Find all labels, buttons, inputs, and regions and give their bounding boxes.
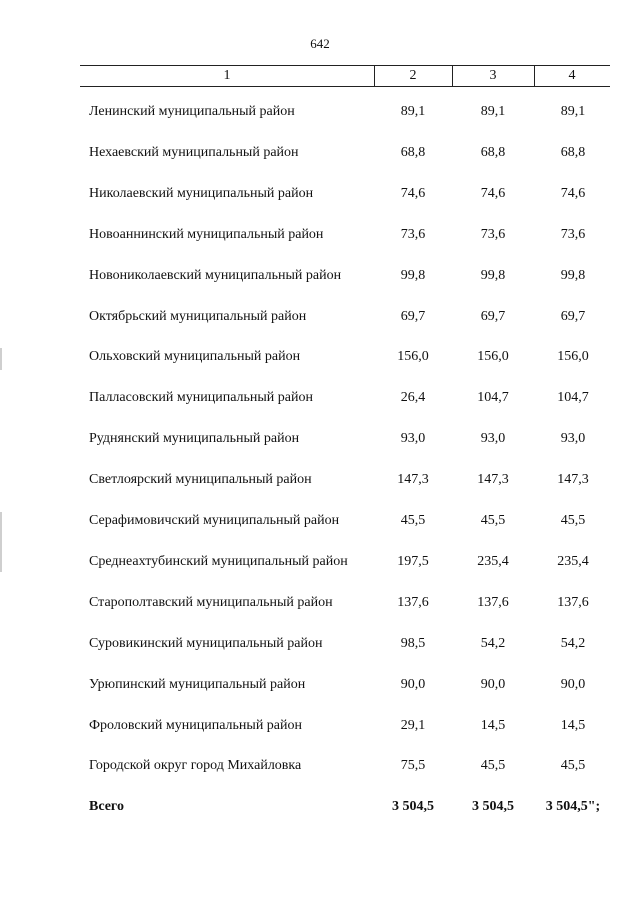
row-name: Суровикинский муниципальный район [89, 635, 323, 651]
row-name: Городской округ город Михайловка [89, 758, 302, 774]
row-value-col-3: 90,0 [480, 676, 506, 692]
row-value-col-2: 29,1 [400, 717, 426, 733]
row-name: Нехаевский муниципальный район [89, 144, 299, 160]
row-value-col-4: 147,3 [557, 472, 589, 488]
scan-margin-mark [0, 512, 2, 572]
table-row [0, 470, 640, 490]
row-value-col-3: 3 504,5 [472, 799, 514, 815]
table-row [0, 634, 640, 654]
row-value-col-3: 14,5 [480, 717, 506, 733]
row-value-col-3: 147,3 [477, 472, 509, 488]
row-value-col-3: 104,7 [477, 390, 509, 406]
table-row [0, 266, 640, 286]
row-value-col-3: 74,6 [480, 185, 506, 201]
row-value-col-3: 54,2 [480, 635, 506, 651]
row-value-col-4: 69,7 [560, 308, 586, 324]
row-value-col-2: 26,4 [400, 390, 426, 406]
row-value-col-2: 98,5 [400, 635, 426, 651]
row-value-col-3: 69,7 [480, 308, 506, 324]
row-name: Всего [89, 799, 124, 815]
row-value-col-3: 156,0 [477, 349, 509, 365]
table-row [0, 675, 640, 695]
row-name: Руднянский муниципальный район [89, 431, 300, 447]
row-value-col-4: 156,0 [557, 349, 589, 365]
row-value-col-4: 54,2 [560, 635, 586, 651]
row-name: Фроловский муниципальный район [89, 717, 303, 733]
table-header [80, 65, 610, 87]
row-value-col-2: 69,7 [400, 308, 426, 324]
table-row [0, 102, 640, 122]
row-value-col-4: 68,8 [560, 144, 586, 160]
row-value-col-4: 90,0 [560, 676, 586, 692]
row-name: Новоаннинский муниципальный район [89, 226, 324, 242]
row-value-col-4: 74,6 [560, 185, 586, 201]
header-col-4: 4 [568, 68, 576, 83]
header-col-2: 2 [409, 68, 417, 83]
page-number: 642 [310, 36, 330, 51]
row-value-col-3: 137,6 [477, 594, 509, 610]
row-value-col-4: 45,5 [560, 513, 586, 528]
row-value-col-4: 45,5 [560, 758, 586, 774]
table-row [0, 511, 640, 531]
row-value-col-2: 3 504,5 [392, 799, 434, 815]
table-row [0, 143, 640, 163]
row-value-col-3: 68,8 [480, 144, 506, 160]
total-row [0, 797, 640, 817]
row-name: Старополтавский муниципальный район [89, 594, 333, 610]
row-value-col-2: 68,8 [400, 144, 426, 160]
table-row [0, 716, 640, 736]
row-value-col-3: 93,0 [480, 431, 506, 447]
row-value-col-4: 3 504,5"; [545, 799, 601, 815]
row-value-col-2: 99,8 [400, 267, 426, 283]
row-value-col-2: 74,6 [400, 185, 426, 201]
row-value-col-2: 73,6 [400, 226, 426, 242]
row-value-col-2: 75,5 [400, 758, 426, 774]
row-name: Урюпинский муниципальный район [89, 676, 306, 692]
table-row [0, 225, 640, 245]
row-value-col-3: 99,8 [480, 267, 506, 283]
row-value-col-4: 137,6 [557, 594, 589, 610]
row-value-col-4: 104,7 [557, 390, 589, 406]
row-value-col-2: 137,6 [397, 594, 429, 610]
table-row [0, 756, 640, 776]
row-value-col-2: 45,5 [400, 513, 426, 528]
row-value-col-4: 14,5 [560, 717, 586, 733]
row-value-col-4: 93,0 [560, 431, 586, 447]
row-name: Новониколаевский муниципальный район [89, 267, 342, 283]
row-value-col-2: 89,1 [400, 104, 426, 119]
scan-margin-mark [0, 348, 2, 370]
row-value-col-2: 90,0 [400, 676, 426, 692]
row-value-col-3: 45,5 [480, 758, 506, 774]
table-row [0, 429, 640, 449]
table-row [0, 184, 640, 204]
table-row [0, 593, 640, 613]
row-name: Октябрьский муниципальный район [89, 308, 307, 324]
table-row [0, 388, 640, 408]
row-name: Ленинский муниципальный район [89, 104, 295, 119]
row-value-col-4: 89,1 [560, 104, 586, 119]
row-value-col-4: 73,6 [560, 226, 586, 242]
row-value-col-3: 89,1 [480, 104, 506, 119]
row-name: Ольховский муниципальный район [89, 349, 301, 365]
table-row [0, 552, 640, 572]
row-value-col-2: 93,0 [400, 431, 426, 447]
table-row [0, 307, 640, 327]
row-name: Светлоярский муниципальный район [89, 472, 312, 488]
row-name: Серафимовичский муниципальный район [89, 513, 340, 528]
row-value-col-3: 73,6 [480, 226, 506, 242]
table-row [0, 347, 640, 367]
row-name: Николаевский муниципальный район [89, 185, 314, 201]
row-value-col-2: 156,0 [397, 349, 429, 365]
header-col-1: 1 [223, 68, 231, 83]
row-value-col-2: 147,3 [397, 472, 429, 488]
row-value-col-3: 45,5 [480, 513, 506, 528]
row-value-col-4: 235,4 [557, 553, 589, 569]
row-name: Среднеахтубинский муниципальный район [89, 553, 348, 569]
header-col-3: 3 [489, 68, 497, 83]
row-name: Палласовский муниципальный район [89, 390, 313, 406]
row-value-col-2: 197,5 [397, 553, 429, 569]
row-value-col-3: 235,4 [477, 553, 509, 569]
row-value-col-4: 99,8 [560, 267, 586, 283]
